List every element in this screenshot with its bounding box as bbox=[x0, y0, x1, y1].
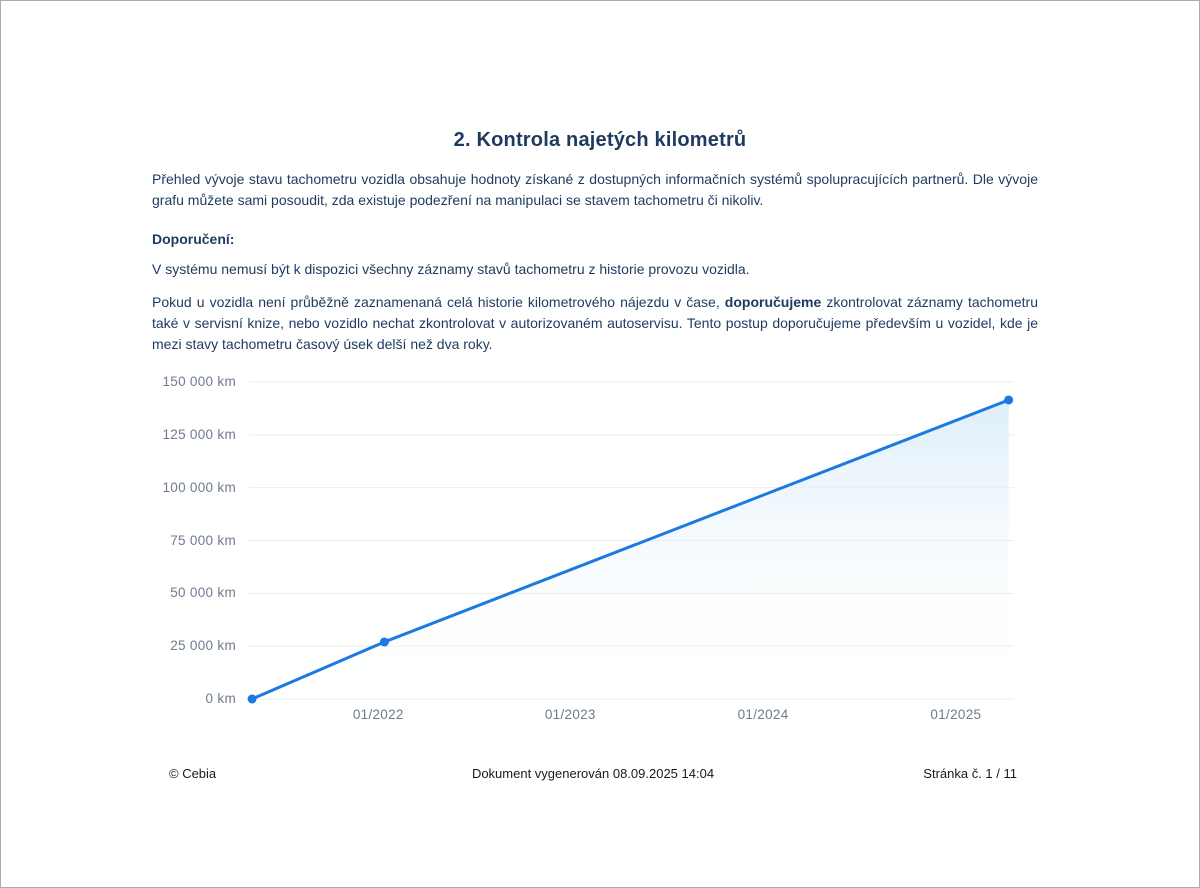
footer-page-number: Stránka č. 1 / 11 bbox=[923, 766, 1017, 781]
x-tick-label: 01/2024 bbox=[737, 707, 789, 722]
odometer-chart-svg bbox=[152, 369, 1038, 731]
x-tick-label: 01/2025 bbox=[930, 707, 982, 722]
footer-generated: Dokument vygenerován 08.09.2025 14:04 bbox=[471, 766, 715, 781]
paragraph-note: V systému nemusí být k dispozici všechny záznamy stavů tachometru z historie provozu vozidla. bbox=[152, 261, 750, 277]
y-tick-label: 125 000 km bbox=[162, 426, 236, 442]
x-tick-label: 01/2023 bbox=[544, 707, 596, 722]
paragraph-intro: Přehled vývoje stavu tachometru vozidla obsahuje hodnoty získané z dostupných informačních systémů spolupracujících partnerů. Dle vývoje grafu můžete sami posoudit, zda existuje podezření na manipulaci se stavem tachometru či nikoliv. bbox=[152, 171, 1038, 208]
y-tick-label: 75 000 km bbox=[170, 532, 236, 548]
x-tick-label: 01/2022 bbox=[352, 707, 404, 722]
footer-copyright: © Cebia bbox=[169, 766, 217, 781]
paragraph-advice bbox=[152, 292, 1038, 355]
data-point bbox=[248, 695, 257, 704]
page-footer bbox=[169, 766, 1017, 781]
page-title: 2. Kontrola najetých kilometrů bbox=[453, 129, 747, 152]
data-point bbox=[1004, 395, 1013, 404]
recommendation-label: Doporučení: bbox=[152, 231, 235, 247]
y-tick-label: 0 km bbox=[205, 691, 236, 706]
paragraph-advice-bold: doporučujeme bbox=[724, 294, 822, 310]
y-tick-label: 50 000 km bbox=[170, 585, 236, 601]
odometer-chart bbox=[152, 369, 1038, 731]
y-tick-label: 150 000 km bbox=[162, 374, 236, 389]
paragraph-advice-post: zkontrolovat záznamy tachometru také v servisní knize, nebo vozidlo nechat zkontrolovat v autorizovaném autoservisu. Tento postup doporučujeme především u vozidel, kde je mezi stavy tachometru časový úsek delší než dva roky. bbox=[152, 294, 1038, 352]
y-tick-label: 100 000 km bbox=[162, 479, 236, 495]
y-tick-label: 25 000 km bbox=[170, 638, 236, 654]
paragraph-advice-pre: Pokud u vozidla není průběžně zaznamenaná celá historie kilometrového nájezdu v čase, bbox=[152, 294, 725, 310]
data-point bbox=[380, 637, 389, 646]
